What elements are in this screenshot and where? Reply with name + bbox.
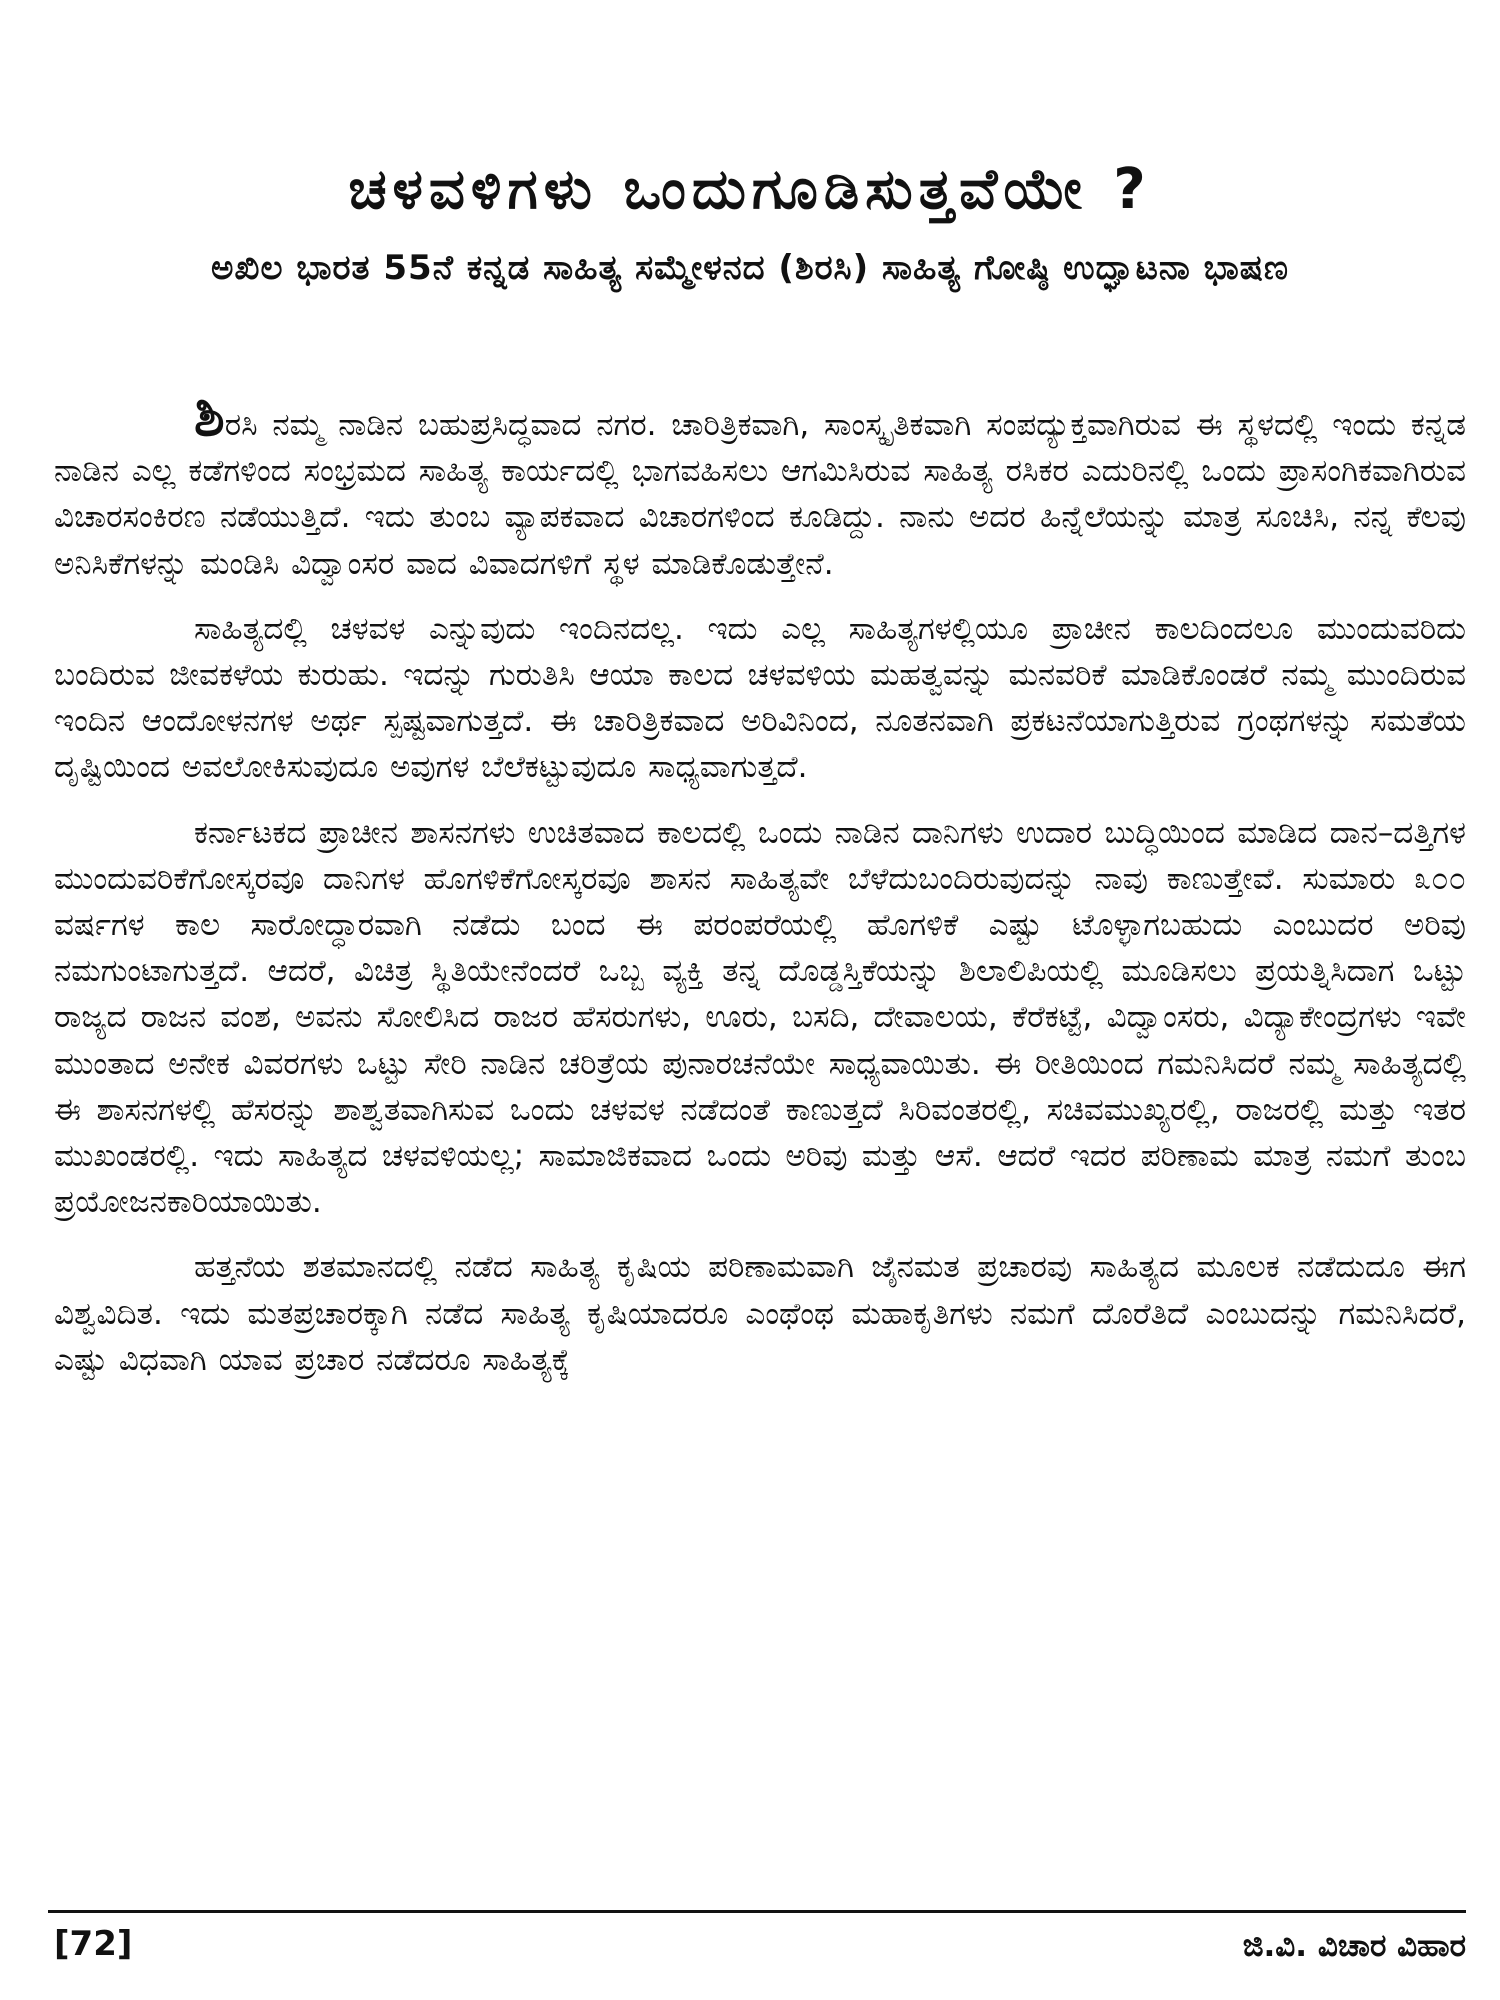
article-body bbox=[54, 384, 1466, 1402]
page-subtitle: ಅಖಿಲ ಭಾರತ 55ನೆ ಕನ್ನಡ ಸಾಹಿತ್ಯ ಸಮ್ಮೇಳನದ (ಶಿರಸಿ) ಸಾಹಿತ್ಯ ಗೋಷ್ಠಿ ಉದ್ಘಾಟನಾ ಭಾಷಣ bbox=[210, 248, 1290, 288]
running-footer-title: ಜಿ.ವಿ. ವಿಚಾರ ವಿಹಾರ bbox=[1242, 1928, 1466, 1964]
paragraph-3: ಕರ್ನಾಟಕದ ಪ್ರಾಚೀನ ಶಾಸನಗಳು ಉಚಿತವಾದ ಕಾಲದಲ್ಲಿ ಒಂದು ನಾಡಿನ ದಾನಿಗಳು ಉದಾರ ಬುದ್ಧಿಯಿಂದ ಮಾಡಿದ ದಾನ–ದತ್ತಿಗಳ ಮುಂದುವರಿಕೆಗೋಸ್ಕರವೂ ದಾನಿಗಳ ಹೊಗಳಿಕೆಗೋಸ್ಕರವೂ ಶಾಸನ ಸಾಹಿತ್ಯವೇ ಬೆಳೆದುಬಂದಿರುವುದನ್ನು ನಾವು ಕಾಣುತ್ತೇವೆ. ಸುಮಾರು ೩೦೦ ವರ್ಷಗಳ ಕಾಲ ಸಾರೋದ್ಧಾರವಾಗಿ ನಡೆದು ಬಂದ ಈ ಪರಂಪರೆಯಲ್ಲಿ ಹೊಗಳಿಕೆ ಎಷ್ಟು ಟೊಳ್ಳಾಗಬಹುದು ಎಂಬುದರ ಅರಿವು ನಮಗುಂಟಾಗುತ್ತದೆ. ಆದರೆ, ವಿಚಿತ್ರ ಸ್ಥಿತಿಯೇನೆಂದರೆ ಒಬ್ಬ ವ್ಯಕ್ತಿ ತನ್ನ ದೊಡ್ಡಸ್ತಿಕೆಯನ್ನು ಶಿಲಾಲಿಪಿಯಲ್ಲಿ ಮೂಡಿಸಲು ಪ್ರಯತ್ನಿಸಿದಾಗ ಒಟ್ಟು ರಾಜ್ಯದ ರಾಜನ ವಂಶ, ಅವನು ಸೋಲಿಸಿದ ರಾಜರ ಹೆಸರುಗಳು, ಊರು, ಬಸದಿ, ದೇವಾಲಯ, ಕೆರೆಕಟ್ಟೆ, ವಿದ್ವಾಂಸರು, ವಿದ್ಯಾಕೇಂದ್ರಗಳು ಇವೇ ಮುಂತಾದ ಅನೇಕ ವಿವರಗಳು ಒಟ್ಟು ಸೇರಿ ನಾಡಿನ ಚರಿತ್ರೆಯ ಪುನಾರಚನೆಯೇ ಸಾಧ್ಯವಾಯಿತು. ಈ ರೀತಿಯಿಂದ ಗಮನಿಸಿದರೆ ನಮ್ಮ ಸಾಹಿತ್ಯದಲ್ಲಿ ಈ ಶಾಸನಗಳಲ್ಲಿ ಹೆಸರನ್ನು ಶಾಶ್ವತವಾಗಿಸುವ ಒಂದು ಚಳವಳ ನಡೆದಂತೆ ಕಾಣುತ್ತದೆ ಸಿರಿವಂತರಲ್ಲಿ, ಸಚಿವಮುಖ್ಯರಲ್ಲಿ, ರಾಜರಲ್ಲಿ ಮತ್ತು ಇತರ ಮುಖಂಡರಲ್ಲಿ. ಇದು ಸಾಹಿತ್ಯದ ಚಳವಳಿಯಲ್ಲ; ಸಾಮಾಜಿಕವಾದ ಒಂದು ಅರಿವು ಮತ್ತು ಆಸೆ. ಆದರೆ ಇದರ ಪರಿಣಾಮ ಮಾತ್ರ ನಮಗೆ ತುಂಬ ಪ್ರಯೋಜನಕಾರಿಯಾಯಿತು. bbox=[54, 814, 1466, 1221]
footer-divider bbox=[48, 1910, 1466, 1913]
page-title: ಚಳವಳಿಗಳು ಒಂದುಗೂಡಿಸುತ್ತವೆಯೇ ? bbox=[348, 156, 1152, 222]
drop-cap: ಶಿ bbox=[194, 384, 225, 449]
paragraph-1-text: ರಸಿ ನಮ್ಮ ನಾಡಿನ ಬಹುಪ್ರಸಿದ್ಧವಾದ ನಗರ. ಚಾರಿತ್ರಿಕವಾಗಿ, ಸಾಂಸ್ಕೃತಿಕವಾಗಿ ಸಂಪದ್ಯುಕ್ತವಾಗಿರುವ ಈ ಸ್ಥಳದಲ್ಲಿ ಇಂದು ಕನ್ನಡ ನಾಡಿನ ಎಲ್ಲ ಕಡೆಗಳಿಂದ ಸಂಭ್ರಮದ ಸಾಹಿತ್ಯ ಕಾರ್ಯದಲ್ಲಿ ಭಾಗವಹಿಸಲು ಆಗಮಿಸಿರುವ ಸಾಹಿತ್ಯ ರಸಿಕರ ಎದುರಿನಲ್ಲಿ ಒಂದು ಪ್ರಾಸಂಗಿಕವಾಗಿರುವ ವಿಚಾರಸಂಕಿರಣ ನಡೆಯುತ್ತಿದೆ. ಇದು ತುಂಬ ವ್ಯಾಪಕವಾದ ವಿಚಾರಗಳಿಂದ ಕೂಡಿದ್ದು. ನಾನು ಅದರ ಹಿನ್ನೆಲೆಯನ್ನು ಮಾತ್ರ ಸೂಚಿಸಿ, ನನ್ನ ಕೆಲವು ಅನಿಸಿಕೆಗಳನ್ನು ಮಂಡಿಸಿ ವಿದ್ವಾಂಸರ ವಾದ ವಿವಾದಗಳಿಗೆ ಸ್ಥಳ ಮಾಡಿಕೊಡುತ್ತೇನೆ. bbox=[54, 407, 1466, 582]
page-number: [72] bbox=[54, 1924, 133, 1964]
paragraph-4: ಹತ್ತನೆಯ ಶತಮಾನದಲ್ಲಿ ನಡೆದ ಸಾಹಿತ್ಯ ಕೃಷಿಯ ಪರಿಣಾಮವಾಗಿ ಜೈನಮತ ಪ್ರಚಾರವು ಸಾಹಿತ್ಯದ ಮೂಲಕ ನಡೆದುದೂ ಈಗ ವಿಶ್ವವಿದಿತ. ಇದು ಮತಪ್ರಚಾರಕ್ಕಾಗಿ ನಡೆದ ಸಾಹಿತ್ಯ ಕೃಷಿಯಾದರೂ ಎಂಥೆಂಥ ಮಹಾಕೃತಿಗಳು ನಮಗೆ ದೊರೆತಿದೆ ಎಂಬುದನ್ನು ಗಮನಿಸಿದರೆ, ಎಷ್ಟು ವಿಧವಾಗಿ ಯಾವ ಪ್ರಚಾರ ನಡೆದರೂ ಸಾಹಿತ್ಯಕ್ಕೆ bbox=[54, 1249, 1466, 1378]
paragraph-1 bbox=[54, 384, 1466, 587]
paragraph-2: ಸಾಹಿತ್ಯದಲ್ಲಿ ಚಳವಳ ಎನ್ನುವುದು ಇಂದಿನದಲ್ಲ. ಇದು ಎಲ್ಲ ಸಾಹಿತ್ಯಗಳಲ್ಲಿಯೂ ಪ್ರಾಚೀನ ಕಾಲದಿಂದಲೂ ಮುಂದುವರಿದು ಬಂದಿರುವ ಜೀವಕಳೆಯ ಕುರುಹು. ಇದನ್ನು ಗುರುತಿಸಿ ಆಯಾ ಕಾಲದ ಚಳವಳಿಯ ಮಹತ್ವವನ್ನು ಮನವರಿಕೆ ಮಾಡಿಕೊಂಡರೆ ನಮ್ಮ ಮುಂದಿರುವ ಇಂದಿನ ಆಂದೋಳನಗಳ ಅರ್ಥ ಸ್ಪಷ್ಟವಾಗುತ್ತದೆ. ಈ ಚಾರಿತ್ರಿಕವಾದ ಅರಿವಿನಿಂದ, ನೂತನವಾಗಿ ಪ್ರಕಟನೆಯಾಗುತ್ತಿರುವ ಗ್ರಂಥಗಳನ್ನು ಸಮತೆಯ ದೃಷ್ಟಿಯಿಂದ ಅವಲೋಕಿಸುವುದೂ ಅವುಗಳ ಬೆಲೆಕಟ್ಟುವುದೂ ಸಾಧ್ಯವಾಗುತ್ತದೆ. bbox=[54, 610, 1466, 786]
